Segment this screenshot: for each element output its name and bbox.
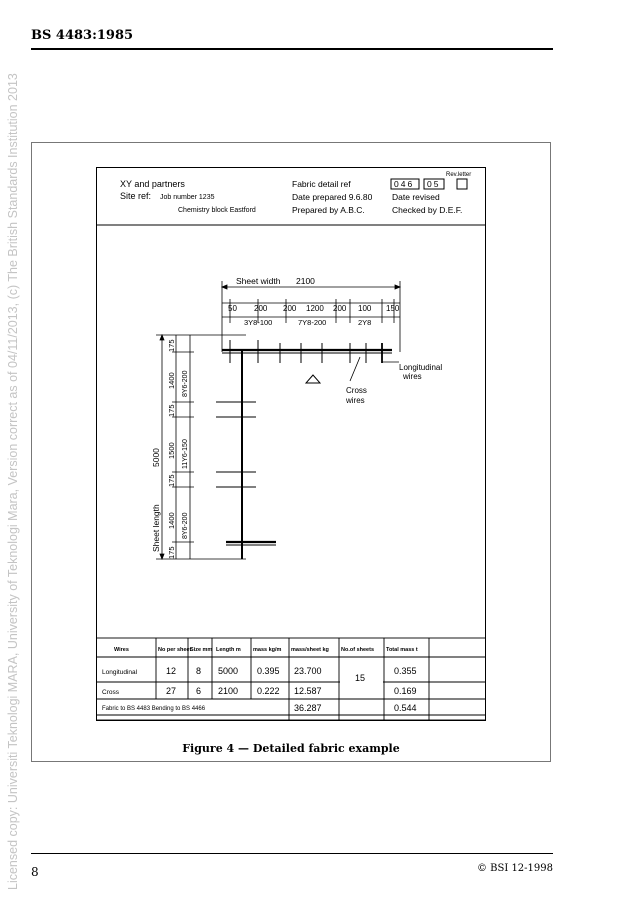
length-seg-3: 175 bbox=[167, 404, 176, 417]
sheet-width-value: 2100 bbox=[296, 276, 315, 286]
width-segment-labels bbox=[228, 304, 400, 313]
length-seg-6: 1400 bbox=[167, 512, 176, 529]
header-no-sheets: No.of sheets bbox=[341, 647, 375, 653]
direction-triangle bbox=[306, 375, 320, 383]
row1-wires: Longitudinal bbox=[102, 669, 138, 676]
header-size: Size mm bbox=[190, 647, 213, 653]
width-seg-5: 200 bbox=[333, 304, 347, 313]
row2-wires: Cross bbox=[102, 689, 119, 696]
fabric-ref-label: Fabric detail ref bbox=[292, 179, 351, 189]
width-seg-2: 200 bbox=[254, 304, 268, 313]
width-group-2: 7Y8-200 bbox=[298, 318, 327, 327]
width-group-labels bbox=[244, 318, 371, 327]
site-name: Chemistry block Eastford bbox=[178, 207, 256, 214]
width-group-1: 3Y8-100 bbox=[244, 318, 273, 327]
length-segment-labels bbox=[167, 339, 176, 559]
length-group-2: 11Y6-150 bbox=[182, 439, 189, 469]
fabric-wires bbox=[216, 340, 399, 559]
footer-rule bbox=[31, 853, 553, 854]
length-group-1: 8Y6-200 bbox=[182, 370, 189, 397]
row2-mass-sheet: 12.587 bbox=[294, 686, 322, 696]
standard-id: BS 4483:1985 bbox=[31, 28, 134, 43]
row1-mass: 0.395 bbox=[257, 666, 280, 676]
header-mass-sheet: mass/sheet kg bbox=[291, 647, 329, 653]
cross-wires-line-1: Cross bbox=[346, 386, 367, 395]
length-seg-7: 175 bbox=[167, 546, 176, 559]
header-length: Length m bbox=[216, 647, 241, 653]
width-seg-7: 150 bbox=[386, 304, 400, 313]
row2-mass: 0.222 bbox=[257, 686, 280, 696]
sheet-length-label: Sheet length bbox=[151, 504, 161, 552]
row2-length: 2100 bbox=[218, 686, 239, 696]
figure-caption: Figure 4 — Detailed fabric example bbox=[182, 742, 400, 755]
rev-letter-label: Rev.letter bbox=[446, 172, 472, 178]
length-seg-1: 175 bbox=[167, 339, 176, 352]
license-watermark: Licensed copy: Universiti Teknologi MARA, University of Teknologi Mara, Version correct as of 04/11/2013, (c) The British Standards Institution 2013 bbox=[6, 73, 20, 890]
header-mass: mass kg/m bbox=[253, 647, 282, 653]
schedule-total-mass-sheet: 36.287 bbox=[294, 703, 322, 713]
cross-wires-line-2: wires bbox=[346, 396, 365, 405]
title-block bbox=[120, 172, 471, 215]
width-seg-6: 100 bbox=[358, 304, 372, 313]
sheet-width-label: Sheet width bbox=[236, 276, 281, 286]
length-seg-2: 1400 bbox=[167, 372, 176, 389]
schedule-total-mass: 0.544 bbox=[394, 703, 417, 713]
row1-no-per-sheet: 12 bbox=[166, 666, 177, 676]
copyright-notice: © BSI 12-1998 bbox=[476, 863, 553, 874]
sheet-length-value: 5000 bbox=[151, 448, 161, 467]
length-seg-5: 175 bbox=[167, 474, 176, 487]
row2-total-mass: 0.169 bbox=[394, 686, 417, 696]
row1-no-sheets: 15 bbox=[355, 673, 366, 683]
fabric-ref-2: 05 bbox=[427, 179, 441, 189]
longitudinal-wires-line-1: Longitudinal bbox=[399, 363, 443, 372]
width-seg-3: 200 bbox=[283, 304, 297, 313]
drawing-border bbox=[97, 168, 486, 721]
company-name: XY and partners bbox=[120, 179, 185, 189]
schedule-headers bbox=[114, 647, 418, 653]
row2-size: 6 bbox=[196, 686, 202, 696]
date-revised: Date revised bbox=[392, 192, 440, 202]
prepared-by: Prepared by A.B.C. bbox=[292, 205, 365, 215]
rev-letter-box bbox=[457, 179, 467, 189]
page-number: 8 bbox=[31, 865, 39, 879]
width-seg-1: 50 bbox=[228, 304, 237, 313]
date-prepared: Date prepared 9.6.80 bbox=[292, 192, 373, 202]
length-group-3: 8Y6-200 bbox=[182, 512, 189, 539]
row1-size: 8 bbox=[196, 666, 202, 676]
job-number: Job number 1235 bbox=[160, 194, 215, 201]
fabric-ref-1: 046 bbox=[394, 179, 415, 189]
header-rule bbox=[31, 48, 553, 50]
header-no-per-sheet: No per sheet bbox=[158, 647, 192, 653]
fabric-drawing bbox=[96, 167, 486, 721]
site-ref-label: Site ref: bbox=[120, 191, 152, 201]
header-wires: Wires bbox=[114, 647, 129, 653]
longitudinal-wires-line-2: wires bbox=[403, 372, 422, 381]
row1-length: 5000 bbox=[218, 666, 239, 676]
row1-total-mass: 0.355 bbox=[394, 666, 417, 676]
width-seg-4: 1200 bbox=[306, 304, 324, 313]
width-dimensions bbox=[222, 281, 400, 352]
checked-by: Checked by D.E.F. bbox=[392, 205, 463, 215]
header-total-mass: Total mass t bbox=[386, 647, 418, 653]
length-seg-4: 1500 bbox=[167, 442, 176, 459]
length-group-labels bbox=[182, 370, 189, 539]
row2-no-per-sheet: 27 bbox=[166, 686, 177, 696]
width-group-3: 2Y8 bbox=[358, 318, 372, 327]
schedule-footer-note: Fabric to BS 4483 Bending to BS 4466 bbox=[102, 706, 206, 712]
row1-mass-sheet: 23.700 bbox=[294, 666, 322, 676]
